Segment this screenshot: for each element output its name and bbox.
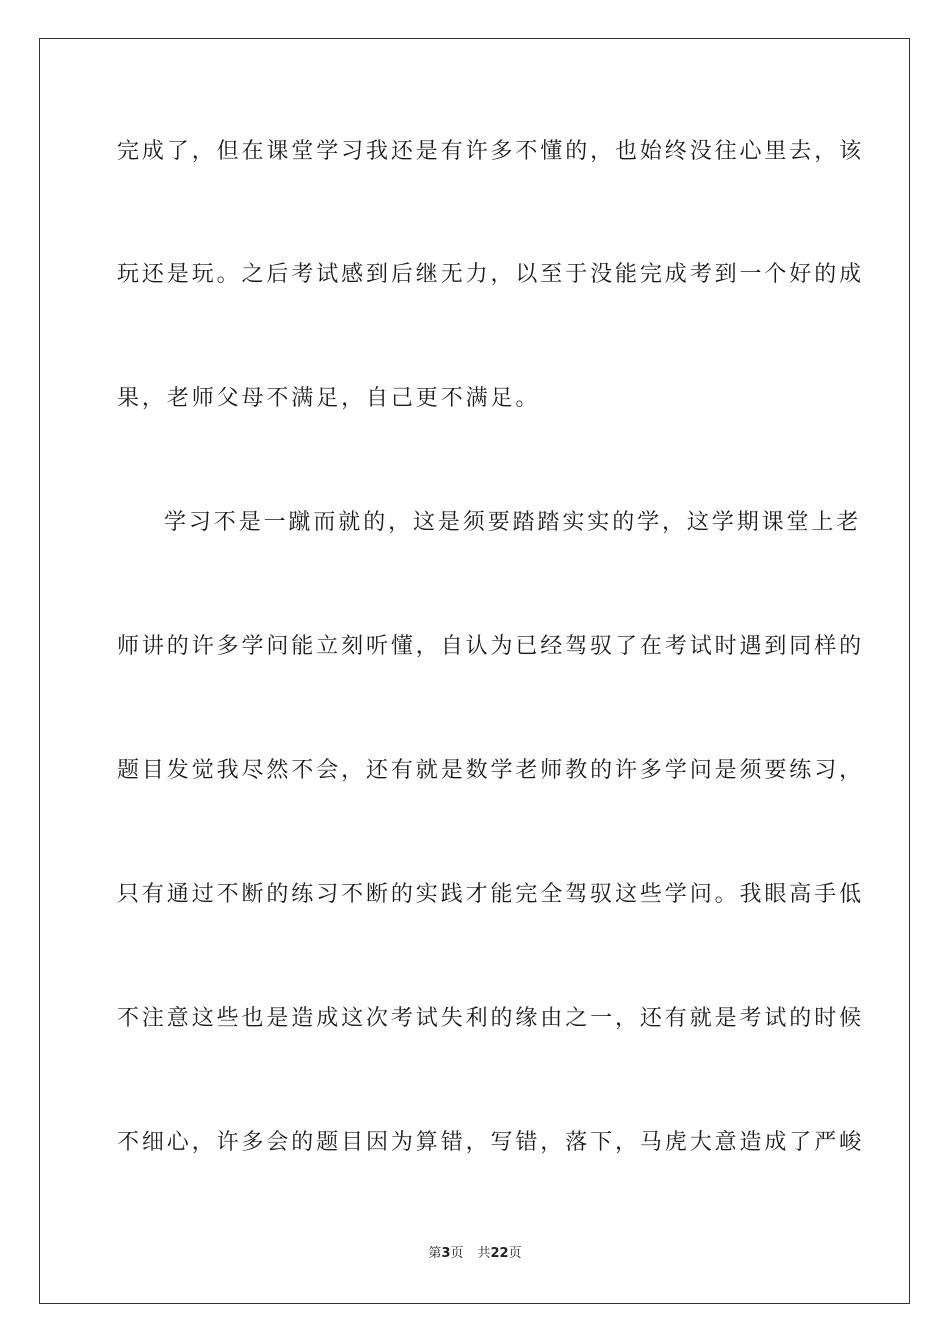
body-line-3: 果，老师父母不满足，自己更不满足。: [117, 386, 541, 411]
total-pages: 22: [490, 1246, 509, 1261]
body-line-2: 玩还是玩。之后考试感到后继无力，以至于没能完成考到一个好的成: [117, 262, 865, 287]
body-line-8: 不注意这些也是造成这次考试失利的缘由之一，还有就是考试的时候: [117, 1006, 865, 1031]
body-line-7: 只有通过不断的练习不断的实践才能完全驾驭这些学问。我眼高手低: [117, 882, 865, 907]
body-line-9: 不细心，许多会的题目因为算错，写错，落下，马虎大意造成了严峻: [117, 1130, 865, 1155]
page-border: [39, 38, 910, 1304]
page-number: 3: [441, 1246, 451, 1261]
page-prefix: 第: [428, 1246, 442, 1261]
body-line-1: 完成了，但在课堂学习我还是有许多不懂的，也始终没往心里去，该: [117, 139, 865, 164]
page-footer: [0, 1245, 950, 1263]
body-line-4-paragraph-start: 学习不是一蹴而就的，这是须要踏踏实实的学，这学期课堂上老: [164, 510, 862, 535]
page-suffix: 页: [450, 1246, 464, 1261]
total-prefix: 共: [477, 1246, 491, 1261]
body-line-5: 师讲的许多学问能立刻听懂，自认为已经驾驭了在考试时遇到同样的: [117, 634, 865, 659]
body-line-6: 题目发觉我尽然不会，还有就是数学老师教的许多学问是须要练习，: [117, 758, 865, 783]
total-suffix: 页: [508, 1246, 522, 1261]
